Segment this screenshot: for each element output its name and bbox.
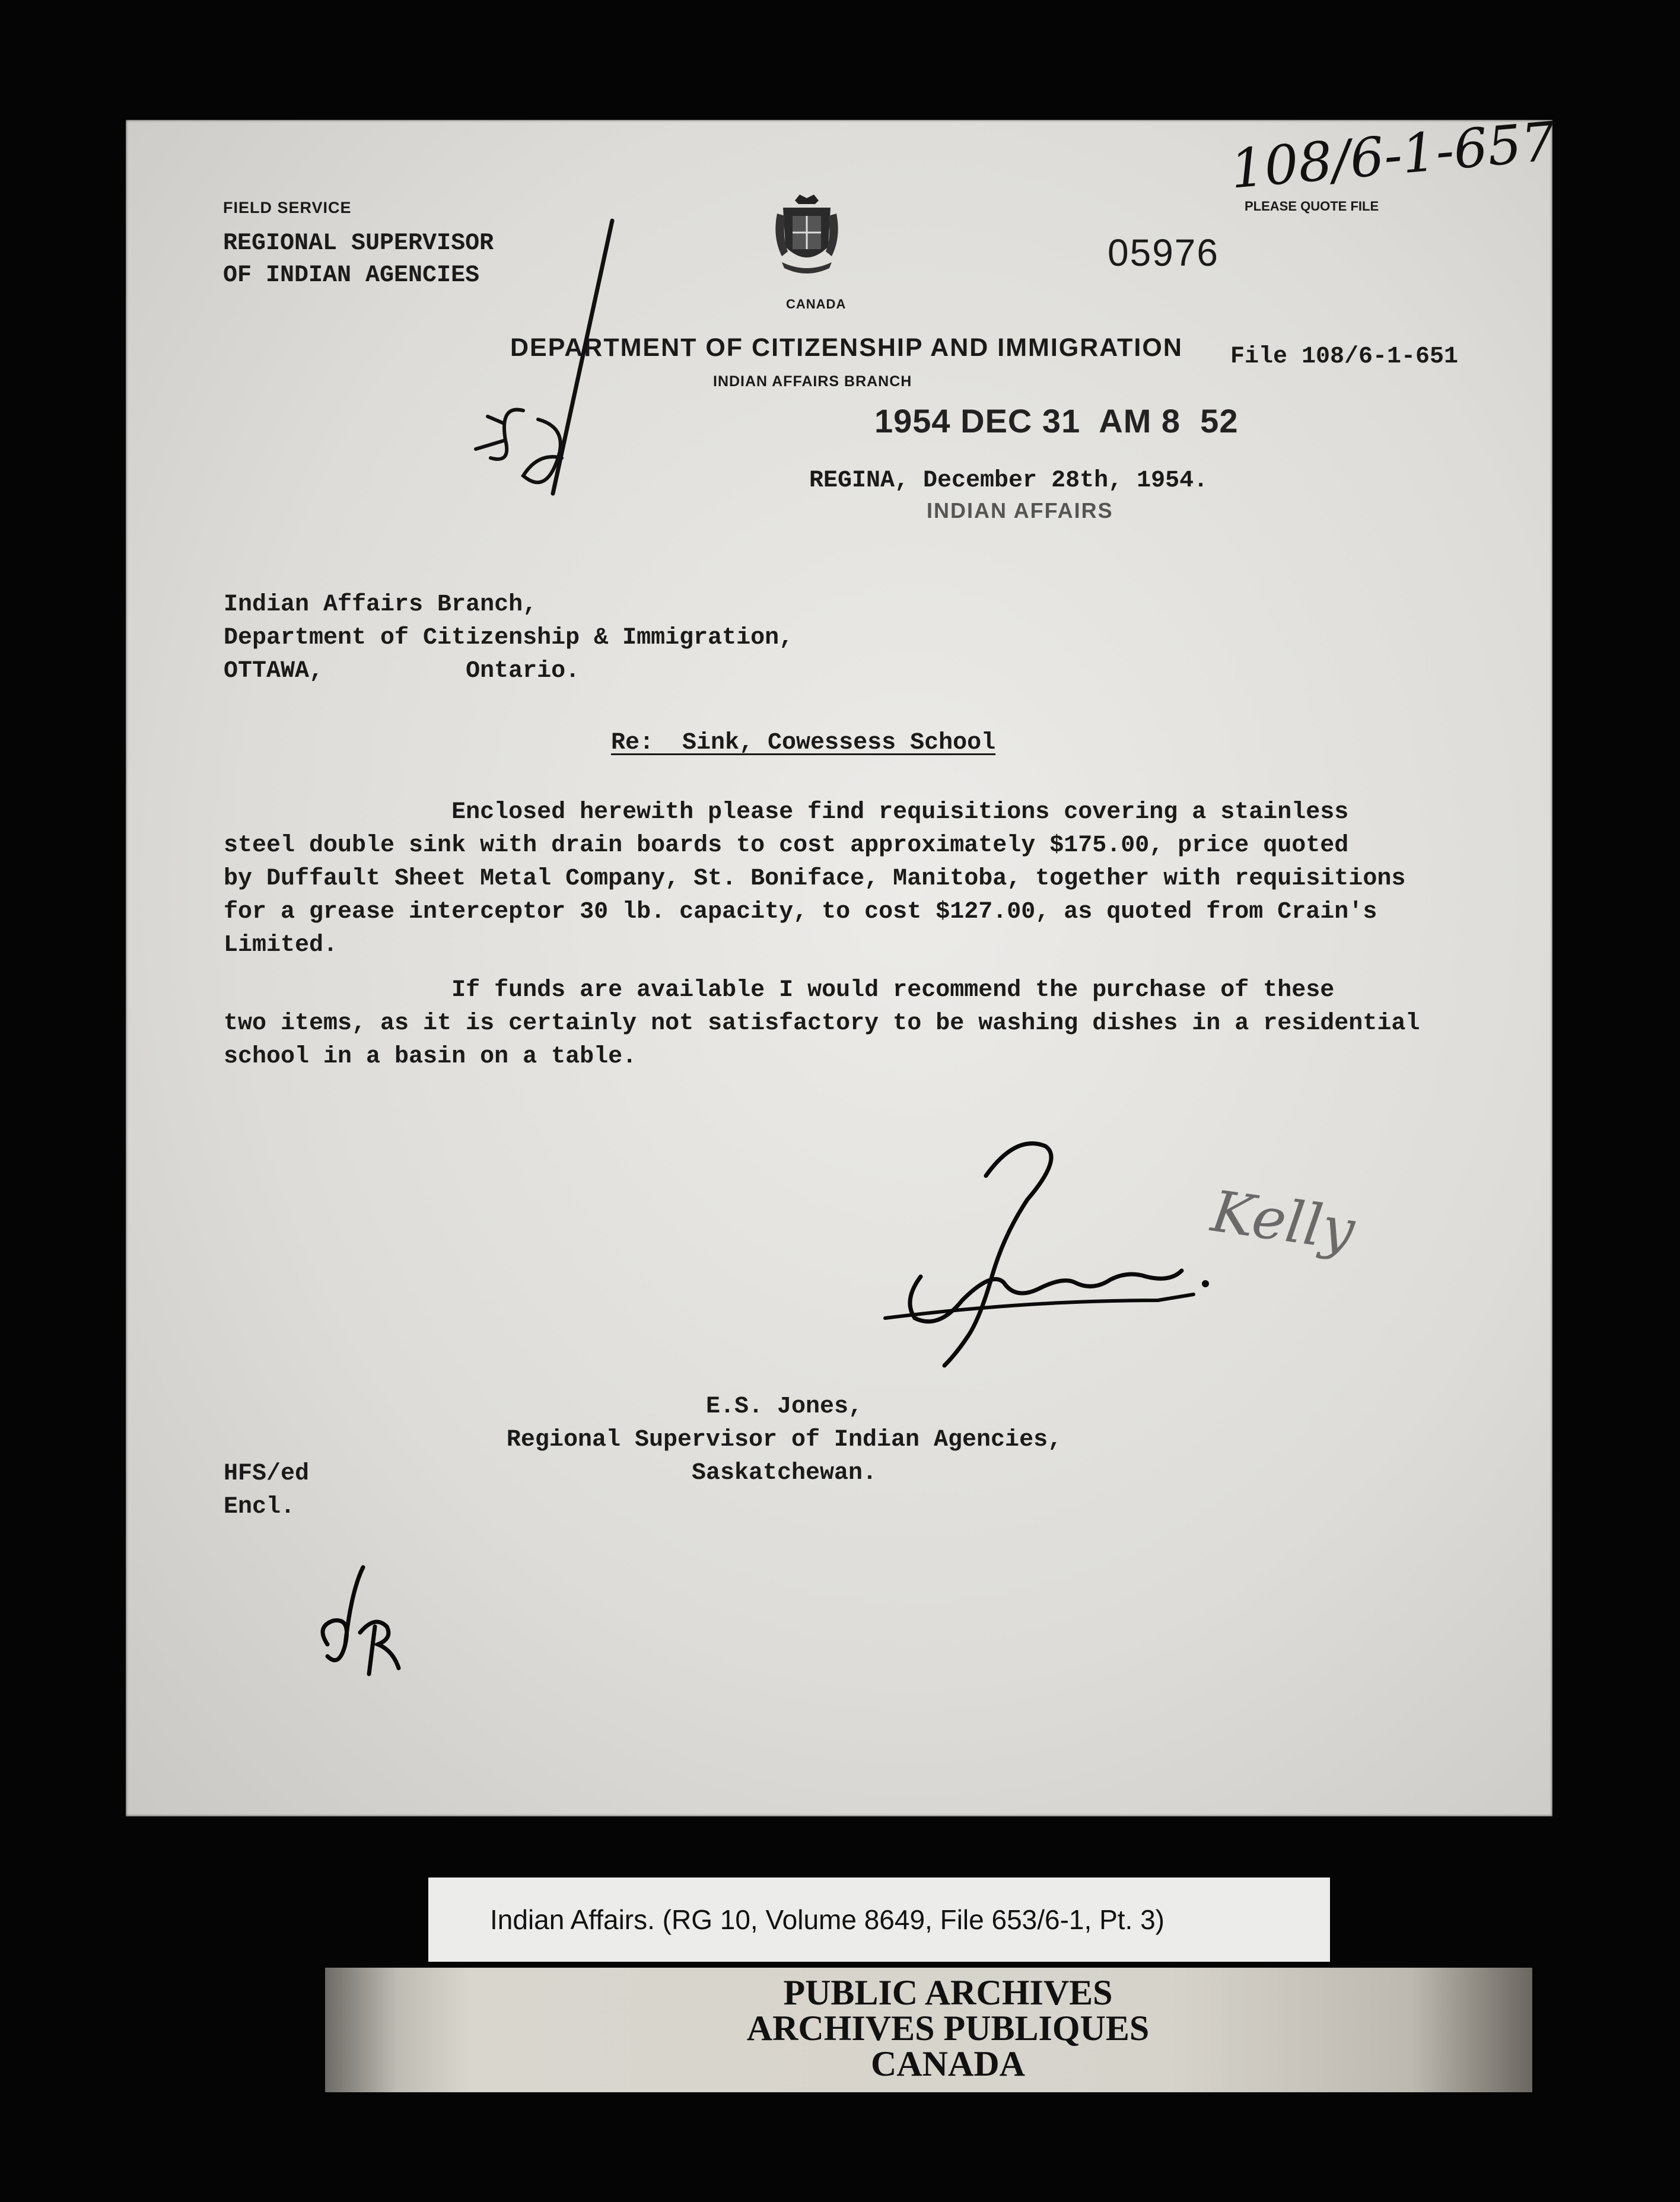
letter-page <box>126 110 1558 1816</box>
addressee-block: Indian Affairs Branch, Department of Citizenship & Immigration, OTTAWA, Ontario. <box>224 591 794 685</box>
signature-kelly: Kelly <box>1207 1178 1359 1264</box>
crest-caption: CANADA <box>786 297 847 311</box>
received-date-stamp: 1954 DEC 31 AM 8 52 <box>874 402 1239 440</box>
handwritten-file-number: 108/6-1-657 <box>1228 110 1558 201</box>
please-quote-label: PLEASE QUOTE FILE <box>1245 199 1379 214</box>
branch-heading: INDIAN AFFAIRS BRANCH <box>713 373 912 390</box>
archives-label: PUBLIC ARCHIVES ARCHIVES PUBLIQUES CANADA <box>746 1973 1150 2083</box>
place-and-date: REGINA, December 28th, 1954. <box>809 467 1208 494</box>
handwritten-margin-mark <box>434 215 683 523</box>
archive-caption-label <box>428 1878 1330 1962</box>
received-branch-stamp: INDIAN AFFAIRS <box>927 498 1113 523</box>
sender-office: REGIONAL SUPERVISOR OF INDIAN AGENCIES <box>223 230 494 289</box>
archive-caption-text: Indian Affairs. (RG 10, Volume 8649, File 653/6-1, Pt. 3) <box>490 1904 1164 1935</box>
body-paragraph-1: Enclosed herewith please find requisitions covering a stainless steel double sink with drain boards to cost approximately $175.00, price quoted by Duffault Sheet Metal Company, St. Boniface, Manitoba, together with requisitions for a grease interceptor 30 lb. capacity, to cost $127.00, as quoted from Crain's Limited. <box>224 799 1406 959</box>
reference-initials: HFS/ed Encl. <box>224 1460 310 1520</box>
handwritten-initials <box>304 1555 422 1686</box>
file-reference: File 108/6-1-651 <box>1230 343 1459 370</box>
document-number: 05976 <box>1108 231 1219 274</box>
coat-of-arms-icon <box>771 190 842 279</box>
body-paragraph-2: If funds are available I would recommend the purchase of these two items, as it is certainly not satisfactory to be washing dishes in a residential school in a basin on a table. <box>224 977 1420 1070</box>
field-service-label: FIELD SERVICE <box>223 199 352 217</box>
subject-line: Re: Sink, Cowessess School <box>611 730 996 756</box>
archives-strip <box>325 1968 1532 2092</box>
department-heading: DEPARTMENT OF CITIZENSHIP AND IMMIGRATION <box>510 333 1183 362</box>
signature-block: E.S. Jones, Regional Supervisor of Indian Agencies, Saskatchewan. <box>506 1393 1062 1487</box>
